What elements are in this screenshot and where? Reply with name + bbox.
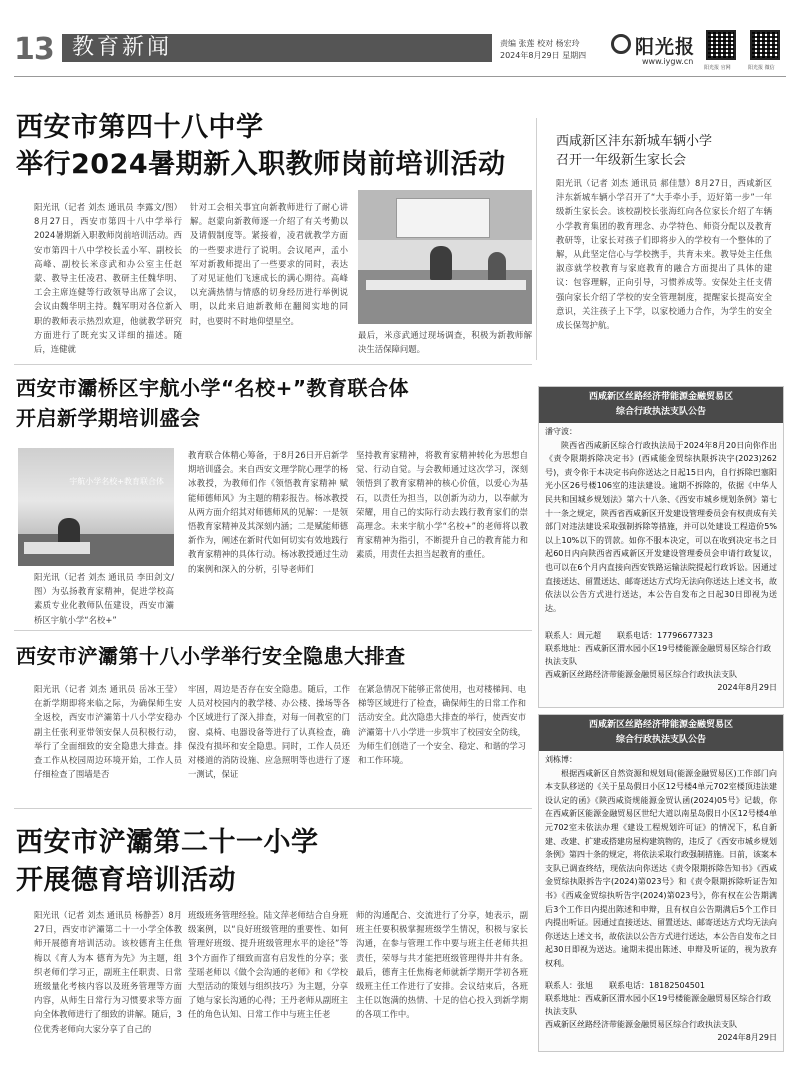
headline: 开展德育培训活动 bbox=[16, 865, 236, 896]
divider bbox=[14, 76, 786, 77]
logo: 阳光报 bbox=[635, 36, 696, 58]
article-photo bbox=[18, 448, 174, 566]
notice-date: 2024年8月29日 bbox=[717, 682, 777, 692]
photo-caption: 最后，米彦武通过现场调查，积极为新教师解决生活保障问题。 bbox=[358, 330, 532, 355]
notice-address: 联系地址：西咸新区渭水园小区19号楼能源金融贸易区综合行政执法支队 bbox=[545, 993, 772, 1016]
sidebar-headline: 召开一年级新生家长会 bbox=[556, 153, 687, 168]
notice-body: 陕西省西咸新区综合行政执法局于2024年8月20日向你作出《责令限期拆除决定书》(西咸能金贸综执限拆决字(2023)262号)，责令你于本决定书向你送达之日起15日内，自行拆除巴塞阳光小区26号楼106室的违法建设。逾期不拆除的，依据《中华人民共和国城乡规划法》第六十八条、《西安市城乡规划条例》第七十一条之规定，陕西省西咸新区开发建设管理委员会有权责成有关部门对违法建设采取强制拆除等措施，并可以处建设工程造价5%以上10%以下的罚款。如你不服本决定，可以在收到决定书之日起60日内向陕西省西咸新区开发建设管理委员会申请行政复议，也可以在6个月内直接向西安铁路运输法院提起行政诉讼。因通过直接送达、留置送达、邮寄送达方式均无法向你送达上述文书，故依法以公告方式进行送达，本公告自发布之日起30日即视为送达。 bbox=[545, 440, 777, 613]
section-title: 教育新闻 bbox=[62, 34, 492, 62]
headline: 举行2024暑期新入职教师岗前培训活动 bbox=[16, 149, 506, 180]
divider bbox=[536, 118, 537, 360]
article-body: 在紧急情况下能够正常使用，也对楼梯间、电梯等区域进行了检查，确保师生的日常工作和活动安全。此次隐患大排查的举行，使西安市浐灞第十八小学进一步筑牢了校园安全防线，为师生们创造了一个安全、稳定、和谐的学习和工作环境。 bbox=[358, 684, 526, 766]
sidebar-body: 阳光讯（记者 刘杰 通讯员 郝佳慧）8月27日，西咸新区沣东新城车辆小学召开了“大手牵小手，迈好第一步”一年级新生家长会。该校副校长张海红向各位家长介绍了车辆小学教育集团的教育理念、办学特色、师资分配以及教育教研等，让家长对孩子们即将步入的学校有一个整体的了解，从此坚定信心与学校携手，共育未来。教导处主任焦淑彦就学校教育与家庭教育的融合方面提出了具体的建议：包容理解，正向引导，习惯养成等。安保处主任支倩强向家长介绍了学校的安全管理制度，提醒家长提高安全意识，关注孩子上下学，以家校通力合作，为学生的安全成长保驾护航。 bbox=[556, 178, 772, 331]
notice-address: 联系地址：西咸新区渭水园小区19号楼能源金融贸易区综合行政执法支队 bbox=[545, 643, 772, 666]
site-url[interactable]: www.iygw.cn bbox=[642, 57, 694, 66]
article-body: 坚持教育家精神，将教育家精神转化为思想自觉、行动自觉。与会教师通过这次学习，深刻领悟到了教育家精神的核心价值，以爱心为基石，以责任为担当，以创新为动力，以奉献为荣耀，用自己的实际行动去践行教育家们的崇高理念。未来宇航小学“名校+”的老师将以教育家精神为指引，不断提升自己的教育能力和素质，用责任去担当起教育的重任。 bbox=[356, 450, 528, 560]
article-body: 阳光讯（记者 刘杰 通讯员 李露文/图）8月27日，西安市第四十八中学举行2024暑期新入职教师岗前培训活动。西安市第四十八中学校长孟小军、副校长高峰、副校长米彦武和办公室主任赵蒙、教导主任凌君、教研主任魏华明、工会主席连健等行政领导出席了会议，会议由魏华明主持。魏军明对各位新入职的教师表示热烈欢迎，他就教学研究方面进行了既充实又详细的描述。随后，连健就 bbox=[34, 202, 182, 355]
public-notice bbox=[538, 714, 784, 1052]
credits: 责编 张莲 校对 杨宏玲 bbox=[500, 39, 580, 48]
divider bbox=[14, 364, 532, 365]
headline: 西安市浐灞第二十一小学 bbox=[16, 827, 319, 858]
photo-banner-text: 宇航小学名校+教育联合体 bbox=[69, 477, 164, 486]
divider bbox=[14, 808, 532, 809]
sidebar-headline: 西咸新区沣东新城车辆小学 bbox=[556, 134, 713, 149]
masthead bbox=[14, 30, 786, 74]
notice-recipient: 潘守波： bbox=[545, 427, 577, 436]
qr-caption: 阳光报 微信 bbox=[748, 65, 775, 71]
notice-header: 西咸新区丝路经济带能源金融贸易区 综合行政执法支队公告 bbox=[539, 387, 783, 423]
notice-signature: 西咸新区丝路经济带能源金融贸易区综合行政执法支队 bbox=[545, 669, 737, 679]
notice-recipient: 刘栋博： bbox=[545, 755, 577, 764]
qr-caption: 阳光报 官网 bbox=[704, 65, 731, 71]
notice-signature: 西咸新区丝路经济带能源金融贸易区综合行政执法支队 bbox=[545, 1019, 737, 1029]
article-body: 牢固，周边是否存在安全隐患。随后，工作人员对校园内的教学楼、办公楼、操场等各个区域进行了深入排查，对每一间教室的门窗、桌椅、电器设备等进行了认真检查，确保没有损坏和安全隐患。同时，工作人员还对楼道的消防设施、应急照明等也进行了逐一测试，保证 bbox=[188, 684, 350, 780]
notice-body: 根据西咸新区自然资源和规划局(能源金融贸易区)工作部门向本支队移送的《关于星岛假日小区12号楼4单元702室楼顶违法建设认定的函》《陕西咸资规能源金贸认函(2024)05号》记载，你在西咸新区能源金融贸易区世纪大道以南星岛假日小区12号楼4单元702室未依法办理《建设工程规划许可证》的情况下，私自新建、改建、扩建或搭建房屋构建筑物的，违反了《西安市城乡规划条例》第四十条的规定，将依法采取行政强制措施。日前，该案本支队已调查终结，现依法向你送达《责令限期拆除告知书》《西咸金贸综执限拆告字(2024)第023号》和《责令限期拆除听证告知书》《西咸金贸综执听告字(2024)第023号》，你有权在公告期满后3个工作日内提出陈述和申辩，且有权自公告期满后5个工作日内提出听证。因通过直接送达、留置送达、邮寄送达方式均无法向你送达上述文书，故依法以公告方式进行送达，本公告自发布之日起30日即视为送达。逾期未提出陈述、申辩及听证的，视为放弃权利。 bbox=[545, 768, 777, 968]
notice-contact: 联系人：周元超 联系电话：17796677323 bbox=[545, 630, 713, 640]
divider bbox=[14, 630, 532, 631]
article-body: 阳光讯（记者 刘杰 通讯员 杨静荟）8月27日，西安市浐灞第二十一小学全体教师开展德育培训活动。该校德育主任焦梅以《育人为本 德育为先》为主题，组织老师们学习正，副班主任职责、日常班级量化考核内容以及班务管理等方面内容，从师生日常行为习惯要求等方面向全体教师进行了细致的讲解。随后，3位优秀老师向大家分享了自己的 bbox=[34, 910, 182, 1034]
article-body: 针对工会相关事宜向新教师进行了耐心讲解。赵蒙向新教师逐一介绍了有关考勤以及请假制度等。紧接着，凌君就教学方面的一些要求进行了说明。会议尾声，孟小军对新教师提出了一些要求的同时，表达了对见证他们飞速成长的满心期待。高峰以充满热情与情感的切身经历进行举例说明，以此来启迪新教师在翻阅实地的同时，也要时不时地仰望星空。 bbox=[190, 202, 348, 326]
qr-code-icon bbox=[706, 30, 736, 60]
logo-icon bbox=[611, 34, 631, 54]
headline: 西安市第四十八中学 bbox=[16, 112, 264, 143]
article-photo bbox=[358, 190, 532, 324]
page-number: 13 bbox=[14, 32, 54, 67]
headline: 开启新学期培训盛会 bbox=[16, 406, 201, 430]
public-notice bbox=[538, 386, 784, 708]
article-body: 师的沟通配合、交流进行了分享，她表示，副班主任要积极掌握班级学生情况，积极与家长沟通，在参与管理工作中要与班主任老师共担责任，荣辱与共才能把班级管理得井井有条。最后，德育主任焦梅老师就新学期开学初各班级班主任工作进行了安排。会议结束后，各班主任以饱满的热情、十足的信心投入到新学期的各项工作中。 bbox=[356, 910, 528, 1020]
notice-date: 2024年8月29日 bbox=[717, 1032, 777, 1042]
qr-code-icon bbox=[750, 30, 780, 60]
article-body: 班级班务管理经验。陆文萍老师结合自身班级案例，以“良好班级管理的重要性、如何管理好班级、提升班级管理水平的途径”等3个方面作了细致而富有启发性的分享；张莹瑶老师以《做个会沟通的老师》和《学校大型活动的策划与组织技巧》为主题，分享了她与家长沟通的心得；王丹老师从副班主任的角色认知、日常工作中与班主任老 bbox=[188, 910, 348, 1020]
date: 2024年8月29日 星期四 bbox=[500, 51, 587, 60]
article-body: 阳光讯（记者 刘杰 通讯员 李田剑文/图）为弘扬教育家精神，促进学校高素质专业化教师队伍建设，西安市灞桥区宇航小学“名校+” bbox=[34, 572, 174, 625]
article-body: 阳光讯（记者 刘杰 通讯员 岳冰王莹）在新学期即将来临之际，为确保师生安全返校，西安市浐灞第十八小学安稳办副主任张利亚带领安保人员积极行动，举行了全面细致的安全隐患大排查。排查工作从校园周边环境开始，工作人员仔细检查了围墙是否 bbox=[34, 684, 182, 780]
article-body: 教育联合体精心筹备，于8月26日开启新学期培训盛会。来自西安文理学院心理学的杨冰教授，为教师们作《领悟教育家精神 赋能师德师风》为主题的精彩报告。杨冰教授从两方面介绍其对师德师风的见解：一是领悟教育家精神及其深刻内涵；二是赋能师德新作为，阐述在新时代如何切实有效地践行教育家精神的具体行动。杨冰教授通过生动的案例和深入的分析，引导老师们 bbox=[188, 450, 348, 574]
headline: 西安市灞桥区宇航小学“名校+”教育联合体 bbox=[16, 376, 410, 400]
notice-contact: 联系人：张旭 联系电话：18182504501 bbox=[545, 980, 705, 990]
notice-header: 西咸新区丝路经济带能源金融贸易区 综合行政执法支队公告 bbox=[539, 715, 783, 751]
headline: 西安市浐灞第十八小学举行安全隐患大排查 bbox=[16, 644, 406, 668]
